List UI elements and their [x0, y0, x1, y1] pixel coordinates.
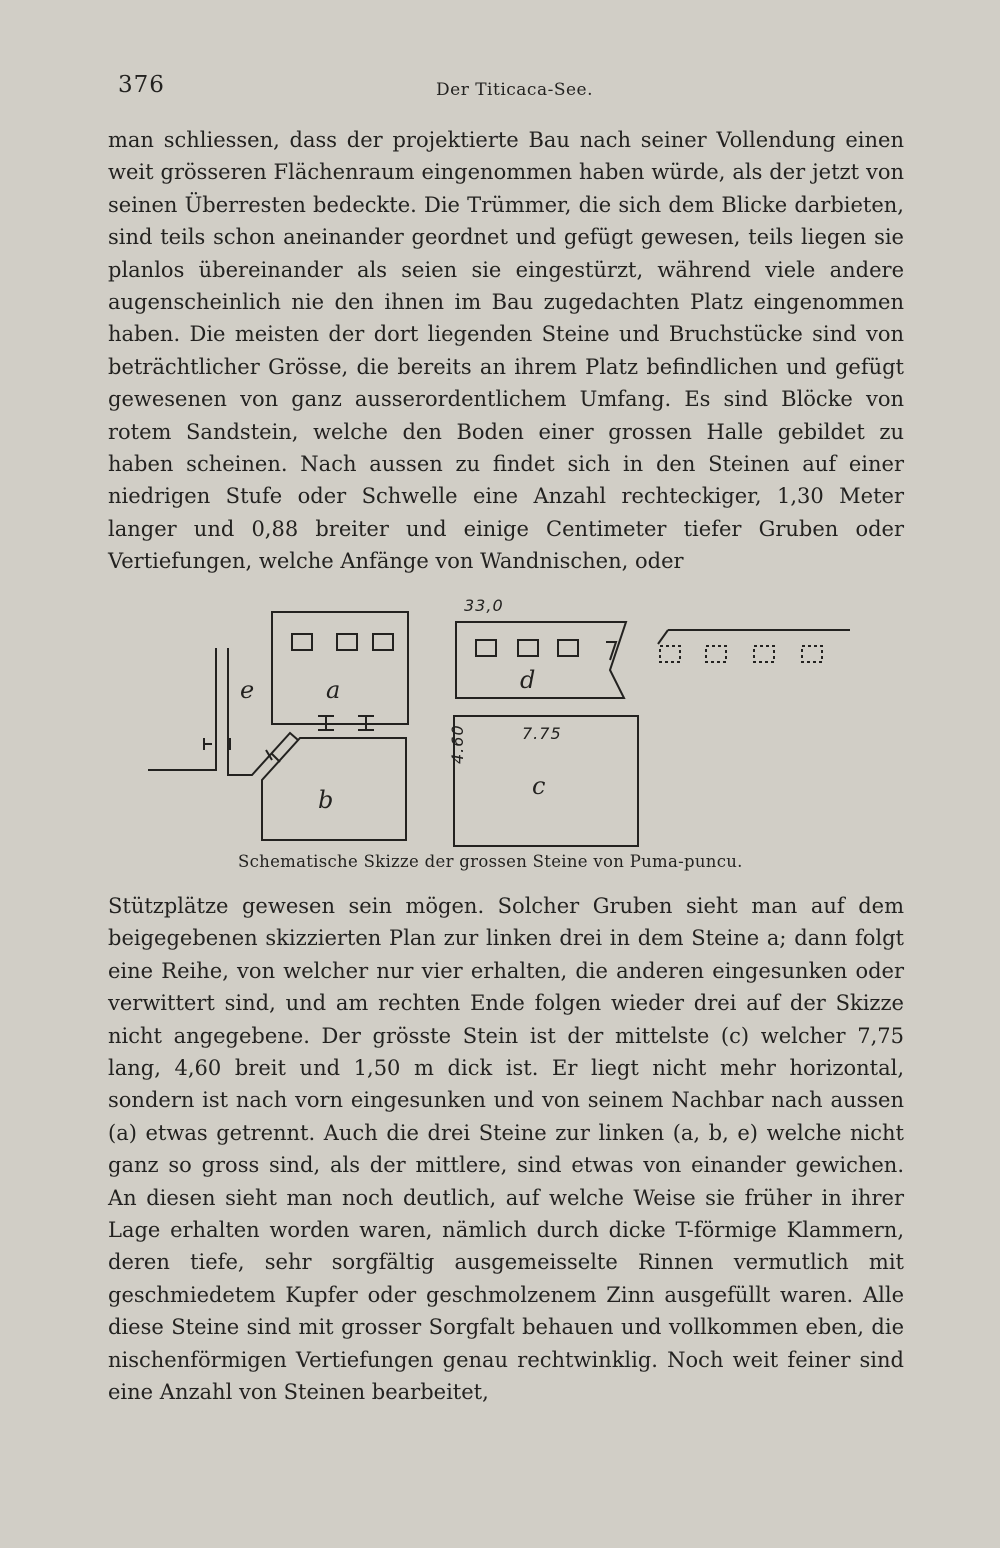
- dimension-c-width: 4.60: [448, 724, 467, 764]
- stone-a-outline: [272, 612, 408, 724]
- paragraph-top: man schliessen, dass der projektierte Bau nach seiner Vollendung einen weit grösseren Flächenraum eingenommen haben würde, als der jetzt von seinen Überresten bedeckte. Die Trümmer, die sich dem Blicke darbieten, sind teils schon aneinander geordnet und gefügt gewesen, teils liegen sie planlos übereinander als seien sie eingestürzt, während viele andere augenscheinlich nie den ihnen im Bau zugedachten Platz eingenommen haben. Die meisten der dort liegenden Steine und Bruchstücke sind von beträchtlicher Grösse, die bereits an ihrem Platz befindlichen und gefügt gewesenen von ganz ausserordentlichem Umfang. Es sind Blöcke von rotem Sandstein, welche den Boden einer grossen Halle gebildet zu haben scheinen. Nach aussen zu findet sich in den Steinen auf einer niedrigen Stufe oder Schwelle eine Anzahl rechteckiger, 1,30 Meter langer und 0,88 breiter und einige Centimeter tiefer Gruben oder Vertiefungen, welche Anfänge von Wandnischen, oder: [108, 128, 904, 574]
- page-header: [118, 72, 898, 112]
- eroded-niches: [660, 646, 822, 662]
- stone-e-outline: [148, 648, 216, 770]
- niche: [292, 634, 312, 650]
- dimension-c-length: 7.75: [522, 724, 562, 743]
- niche: [337, 634, 357, 650]
- page-number: 376: [118, 72, 165, 98]
- niche: [373, 634, 393, 650]
- label-stone-d: d: [520, 666, 536, 694]
- label-stone-c: c: [532, 772, 546, 800]
- stone-e-outline: [228, 648, 298, 775]
- sketch-figure: [140, 590, 860, 890]
- figure-caption: Schematische Skizze der grossen Steine von Puma-puncu.: [238, 852, 743, 871]
- dimension-top-width: 33,0: [464, 596, 504, 615]
- stone-d-outline: [456, 622, 626, 698]
- broken-edge: [658, 630, 668, 644]
- stone-plan-drawing: [140, 590, 860, 850]
- body-text-bottom: [108, 890, 904, 1409]
- label-stone-b: b: [318, 786, 334, 814]
- label-stone-e: e: [240, 676, 255, 704]
- paragraph-bottom: Stützplätze gewesen sein mögen. Solcher Gruben sieht man auf dem beigegebenen skizzierten Plan zur linken drei in dem Steine a; dann folgt eine Reihe, von welcher nur vier erhalten, die anderen eingesunken oder verwittert sind, und am rechten Ende folgen wieder drei auf der Skizze nicht angegebene. Der grösste Stein ist der mittelste (c) welcher 7,75 lang, 4,60 breit und 1,50 m dick ist. Er liegt nicht mehr horizontal, sondern ist nach vorn eingesunken und von seinem Nachbar nach aussen (a) etwas getrennt. Auch die drei Steine zur linken (a, b, e) welche nicht ganz so gross sind, als der mittlere, sind etwas von einander gewichen. An diesen sieht man noch deutlich, auf welche Weise sie früher in ihrer Lage erhalten worden waren, nämlich durch dicke T-förmige Klammern, deren tiefe, sehr sorgfältig ausgemeisselte Rinnen vermutlich mit geschmiedetem Kupfer oder geschmolzenem Zinn ausgefüllt waren. Alle diese Steine sind mit grosser Sorgfalt behauen und vollkommen eben, die nischenförmigen Vertiefungen genau rechtwinklig. Noch weit feiner sind eine Anzahl von Steinen bearbeitet,: [108, 894, 904, 1405]
- niche: [518, 640, 538, 656]
- stone-b-outline: [262, 738, 406, 840]
- running-title: Der Titicaca-See.: [436, 80, 593, 100]
- niche: [558, 640, 578, 656]
- niche: [476, 640, 496, 656]
- label-stone-a: a: [326, 676, 341, 704]
- body-text-top: [108, 124, 904, 578]
